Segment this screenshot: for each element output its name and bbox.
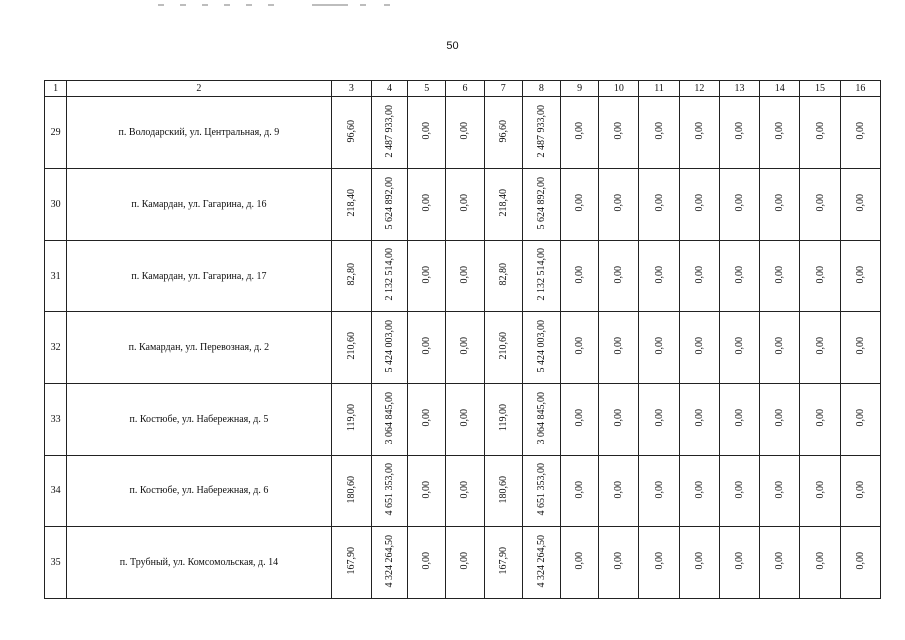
value-cell-7 (484, 97, 522, 169)
page-number: 50 (446, 40, 459, 52)
value-text: 180,60 (345, 475, 357, 504)
value-cell-13 (719, 169, 759, 241)
value-cell-7 (484, 169, 522, 241)
address-cell: п. Камардан, ул. Гагарина, д. 17 (67, 240, 332, 312)
value-text: 0,00 (653, 552, 665, 570)
value-text: 0,00 (774, 194, 786, 212)
value-text: 0,00 (854, 122, 866, 140)
row-number: 35 (45, 527, 67, 599)
value-text: 0,00 (459, 194, 471, 212)
value-text: 0,00 (653, 337, 665, 355)
value-text: 0,00 (574, 122, 586, 140)
value-cell-14 (760, 384, 800, 456)
value-cell-9 (561, 384, 599, 456)
value-cell-8 (522, 527, 560, 599)
value-text: 0,00 (459, 122, 471, 140)
value-text: 0,00 (814, 552, 826, 570)
value-cell-13 (719, 527, 759, 599)
value-cell-7 (484, 527, 522, 599)
value-text: 0,00 (421, 480, 433, 499)
value-cell-9 (561, 240, 599, 312)
value-cell-4 (371, 384, 407, 456)
value-cell-5 (408, 169, 446, 241)
value-text: 0,00 (459, 265, 471, 284)
value-text: 0,00 (574, 409, 586, 427)
value-cell-10 (599, 97, 639, 169)
value-cell-5 (408, 97, 446, 169)
address-cell: п. Володарский, ул. Центральная, д. 9 (67, 97, 332, 169)
value-cell-6 (446, 455, 484, 527)
value-text: 0,00 (459, 409, 471, 427)
value-cell-11 (639, 384, 679, 456)
value-text: 0,00 (459, 552, 471, 570)
data-table (44, 80, 881, 599)
value-cell-5 (408, 312, 446, 384)
value-text: 0,00 (693, 409, 705, 427)
address-cell: п. Трубный, ул. Комсомольская, д. 14 (67, 527, 332, 599)
address-cell: п. Камардан, ул. Гагарина, д. 16 (67, 169, 332, 241)
value-cell-12 (679, 240, 719, 312)
value-text: 0,00 (814, 337, 826, 355)
value-text: 0,00 (693, 480, 705, 499)
row-number: 30 (45, 169, 67, 241)
value-cell-15 (800, 527, 840, 599)
value-text: 4 651 353,00 (535, 463, 547, 516)
value-text: 119,00 (497, 404, 509, 432)
column-header-7: 7 (484, 81, 522, 97)
column-header-2: 2 (67, 81, 332, 97)
value-cell-8 (522, 455, 560, 527)
value-text: 0,00 (774, 337, 786, 355)
value-text: 0,00 (613, 122, 625, 140)
value-cell-9 (561, 312, 599, 384)
value-text: 0,00 (459, 337, 471, 355)
value-text: 0,00 (613, 337, 625, 355)
value-text: 0,00 (613, 409, 625, 427)
value-text: 210,60 (345, 332, 357, 360)
value-text: 0,00 (613, 480, 625, 499)
value-text: 0,00 (653, 194, 665, 212)
value-cell-14 (760, 97, 800, 169)
value-text: 0,00 (814, 265, 826, 284)
table-row (45, 240, 881, 312)
value-cell-14 (760, 312, 800, 384)
value-text: 0,00 (421, 409, 433, 427)
value-text: 0,00 (774, 552, 786, 570)
value-cell-7 (484, 455, 522, 527)
column-header-4: 4 (371, 81, 407, 97)
value-cell-5 (408, 527, 446, 599)
value-text: 0,00 (734, 194, 746, 212)
value-cell-8 (522, 312, 560, 384)
value-cell-3 (331, 455, 371, 527)
value-text: 2 487 933,00 (384, 104, 396, 158)
value-text: 96,60 (497, 119, 509, 143)
value-text: 0,00 (734, 265, 746, 284)
value-text: 0,00 (854, 409, 866, 427)
value-cell-9 (561, 455, 599, 527)
column-header-15: 15 (800, 81, 840, 97)
value-cell-14 (760, 240, 800, 312)
value-cell-7 (484, 312, 522, 384)
value-cell-12 (679, 384, 719, 456)
value-cell-13 (719, 97, 759, 169)
value-cell-16 (840, 384, 880, 456)
value-text: 5 424 003,00 (535, 319, 547, 373)
value-cell-12 (679, 169, 719, 241)
value-cell-8 (522, 169, 560, 241)
value-text: 218,40 (497, 189, 509, 217)
value-text: 0,00 (854, 194, 866, 212)
row-number: 31 (45, 240, 67, 312)
value-cell-10 (599, 455, 639, 527)
value-text: 0,00 (774, 265, 786, 284)
value-text: 0,00 (774, 409, 786, 427)
value-cell-11 (639, 97, 679, 169)
value-cell-15 (800, 455, 840, 527)
value-text: 0,00 (774, 122, 786, 140)
value-cell-5 (408, 455, 446, 527)
value-cell-10 (599, 169, 639, 241)
value-text: 0,00 (774, 480, 786, 499)
column-header-8: 8 (522, 81, 560, 97)
value-text: 119,00 (345, 404, 357, 432)
value-text: 0,00 (613, 265, 625, 284)
value-cell-4 (371, 455, 407, 527)
value-text: 0,00 (613, 552, 625, 570)
value-text: 0,00 (734, 337, 746, 355)
value-text: 0,00 (653, 122, 665, 140)
value-text: 0,00 (814, 480, 826, 499)
value-cell-10 (599, 312, 639, 384)
value-text: 4 324 264,50 (384, 534, 396, 588)
column-header-11: 11 (639, 81, 679, 97)
column-header-16: 16 (840, 81, 880, 97)
value-text: 0,00 (574, 194, 586, 212)
value-cell-4 (371, 169, 407, 241)
value-cell-15 (800, 97, 840, 169)
value-text: 0,00 (421, 552, 433, 570)
value-text: 0,00 (854, 480, 866, 499)
value-cell-10 (599, 527, 639, 599)
value-text: 0,00 (734, 552, 746, 570)
column-header-1: 1 (45, 81, 67, 97)
value-cell-15 (800, 384, 840, 456)
value-text: 0,00 (693, 265, 705, 284)
value-cell-3 (331, 240, 371, 312)
table-row (45, 97, 881, 169)
value-cell-15 (800, 312, 840, 384)
value-text: 0,00 (653, 409, 665, 427)
value-text: 0,00 (574, 337, 586, 355)
value-text: 210,60 (497, 332, 509, 360)
value-cell-3 (331, 384, 371, 456)
value-text: 5 424 003,00 (384, 319, 396, 373)
value-text: 0,00 (854, 552, 866, 570)
value-text: 82,80 (345, 263, 357, 286)
value-text: 2 487 933,00 (535, 104, 547, 158)
value-cell-14 (760, 455, 800, 527)
value-text: 0,00 (421, 122, 433, 140)
value-text: 0,00 (421, 194, 433, 212)
value-cell-3 (331, 169, 371, 241)
address-cell: п. Камардан, ул. Перевозная, д. 2 (67, 312, 332, 384)
value-text: 5 624 892,00 (384, 176, 396, 230)
value-cell-13 (719, 240, 759, 312)
value-text: 0,00 (814, 409, 826, 427)
value-cell-6 (446, 97, 484, 169)
value-cell-4 (371, 527, 407, 599)
value-cell-6 (446, 169, 484, 241)
table-row (45, 312, 881, 384)
value-cell-11 (639, 527, 679, 599)
value-cell-15 (800, 240, 840, 312)
value-cell-3 (331, 97, 371, 169)
row-number: 34 (45, 455, 67, 527)
value-cell-11 (639, 169, 679, 241)
value-cell-12 (679, 97, 719, 169)
value-cell-8 (522, 384, 560, 456)
value-text: 0,00 (693, 122, 705, 140)
value-text: 0,00 (854, 337, 866, 355)
scan-marks (150, 4, 410, 8)
value-text: 0,00 (574, 265, 586, 284)
value-cell-13 (719, 384, 759, 456)
value-cell-4 (371, 97, 407, 169)
value-text: 4 651 353,00 (384, 463, 396, 516)
address-cell: п. Костюбе, ул. Набережная, д. 6 (67, 455, 332, 527)
value-text: 218,40 (345, 189, 357, 217)
value-text: 180,60 (497, 475, 509, 504)
value-text: 0,00 (734, 409, 746, 427)
value-cell-6 (446, 240, 484, 312)
column-header-6: 6 (446, 81, 484, 97)
value-text: 0,00 (693, 194, 705, 212)
value-cell-11 (639, 455, 679, 527)
value-text: 5 624 892,00 (535, 176, 547, 230)
row-number: 33 (45, 384, 67, 456)
value-text: 0,00 (653, 480, 665, 499)
value-text: 0,00 (814, 122, 826, 140)
value-cell-14 (760, 527, 800, 599)
value-text: 0,00 (734, 122, 746, 140)
column-header-3: 3 (331, 81, 371, 97)
value-text: 0,00 (693, 552, 705, 570)
value-text: 0,00 (693, 337, 705, 355)
table-body (45, 81, 881, 599)
value-text: 0,00 (653, 265, 665, 284)
value-text: 0,00 (814, 194, 826, 212)
value-text: 3 064 845,00 (535, 391, 547, 445)
value-cell-11 (639, 312, 679, 384)
value-text: 0,00 (421, 265, 433, 284)
column-header-9: 9 (561, 81, 599, 97)
value-text: 167,90 (497, 547, 509, 575)
value-cell-10 (599, 384, 639, 456)
value-cell-15 (800, 169, 840, 241)
value-text: 0,00 (854, 265, 866, 284)
value-cell-16 (840, 240, 880, 312)
value-cell-13 (719, 455, 759, 527)
value-cell-6 (446, 527, 484, 599)
value-text: 2 132 514,00 (535, 248, 547, 301)
value-cell-16 (840, 169, 880, 241)
value-text: 0,00 (613, 194, 625, 212)
value-cell-16 (840, 527, 880, 599)
value-cell-8 (522, 240, 560, 312)
value-cell-12 (679, 455, 719, 527)
value-cell-5 (408, 240, 446, 312)
value-text: 2 132 514,00 (384, 248, 396, 301)
value-cell-16 (840, 312, 880, 384)
column-header-12: 12 (679, 81, 719, 97)
column-header-13: 13 (719, 81, 759, 97)
value-text: 0,00 (734, 480, 746, 499)
value-cell-8 (522, 97, 560, 169)
value-cell-14 (760, 169, 800, 241)
value-cell-12 (679, 312, 719, 384)
value-text: 4 324 264,50 (535, 534, 547, 588)
row-number: 29 (45, 97, 67, 169)
value-cell-9 (561, 169, 599, 241)
column-header-5: 5 (408, 81, 446, 97)
value-cell-16 (840, 455, 880, 527)
value-cell-16 (840, 97, 880, 169)
column-header-14: 14 (760, 81, 800, 97)
row-number: 32 (45, 312, 67, 384)
value-cell-3 (331, 312, 371, 384)
column-header-10: 10 (599, 81, 639, 97)
value-cell-7 (484, 240, 522, 312)
header-row (45, 81, 881, 97)
value-text: 82,80 (497, 263, 509, 286)
value-cell-3 (331, 527, 371, 599)
value-text: 167,90 (345, 547, 357, 575)
value-cell-9 (561, 97, 599, 169)
value-cell-7 (484, 384, 522, 456)
table-row (45, 455, 881, 527)
value-cell-5 (408, 384, 446, 456)
value-cell-12 (679, 527, 719, 599)
table-row (45, 527, 881, 599)
value-cell-10 (599, 240, 639, 312)
value-cell-4 (371, 312, 407, 384)
value-cell-4 (371, 240, 407, 312)
value-text: 0,00 (459, 480, 471, 499)
value-text: 0,00 (574, 552, 586, 570)
value-cell-6 (446, 312, 484, 384)
table-row (45, 169, 881, 241)
value-cell-9 (561, 527, 599, 599)
value-cell-13 (719, 312, 759, 384)
value-text: 96,60 (345, 119, 357, 143)
value-text: 0,00 (421, 337, 433, 355)
table-row (45, 384, 881, 456)
value-cell-11 (639, 240, 679, 312)
address-cell: п. Костюбе, ул. Набережная, д. 5 (67, 384, 332, 456)
value-text: 0,00 (574, 480, 586, 499)
value-text: 3 064 845,00 (384, 391, 396, 445)
value-cell-6 (446, 384, 484, 456)
